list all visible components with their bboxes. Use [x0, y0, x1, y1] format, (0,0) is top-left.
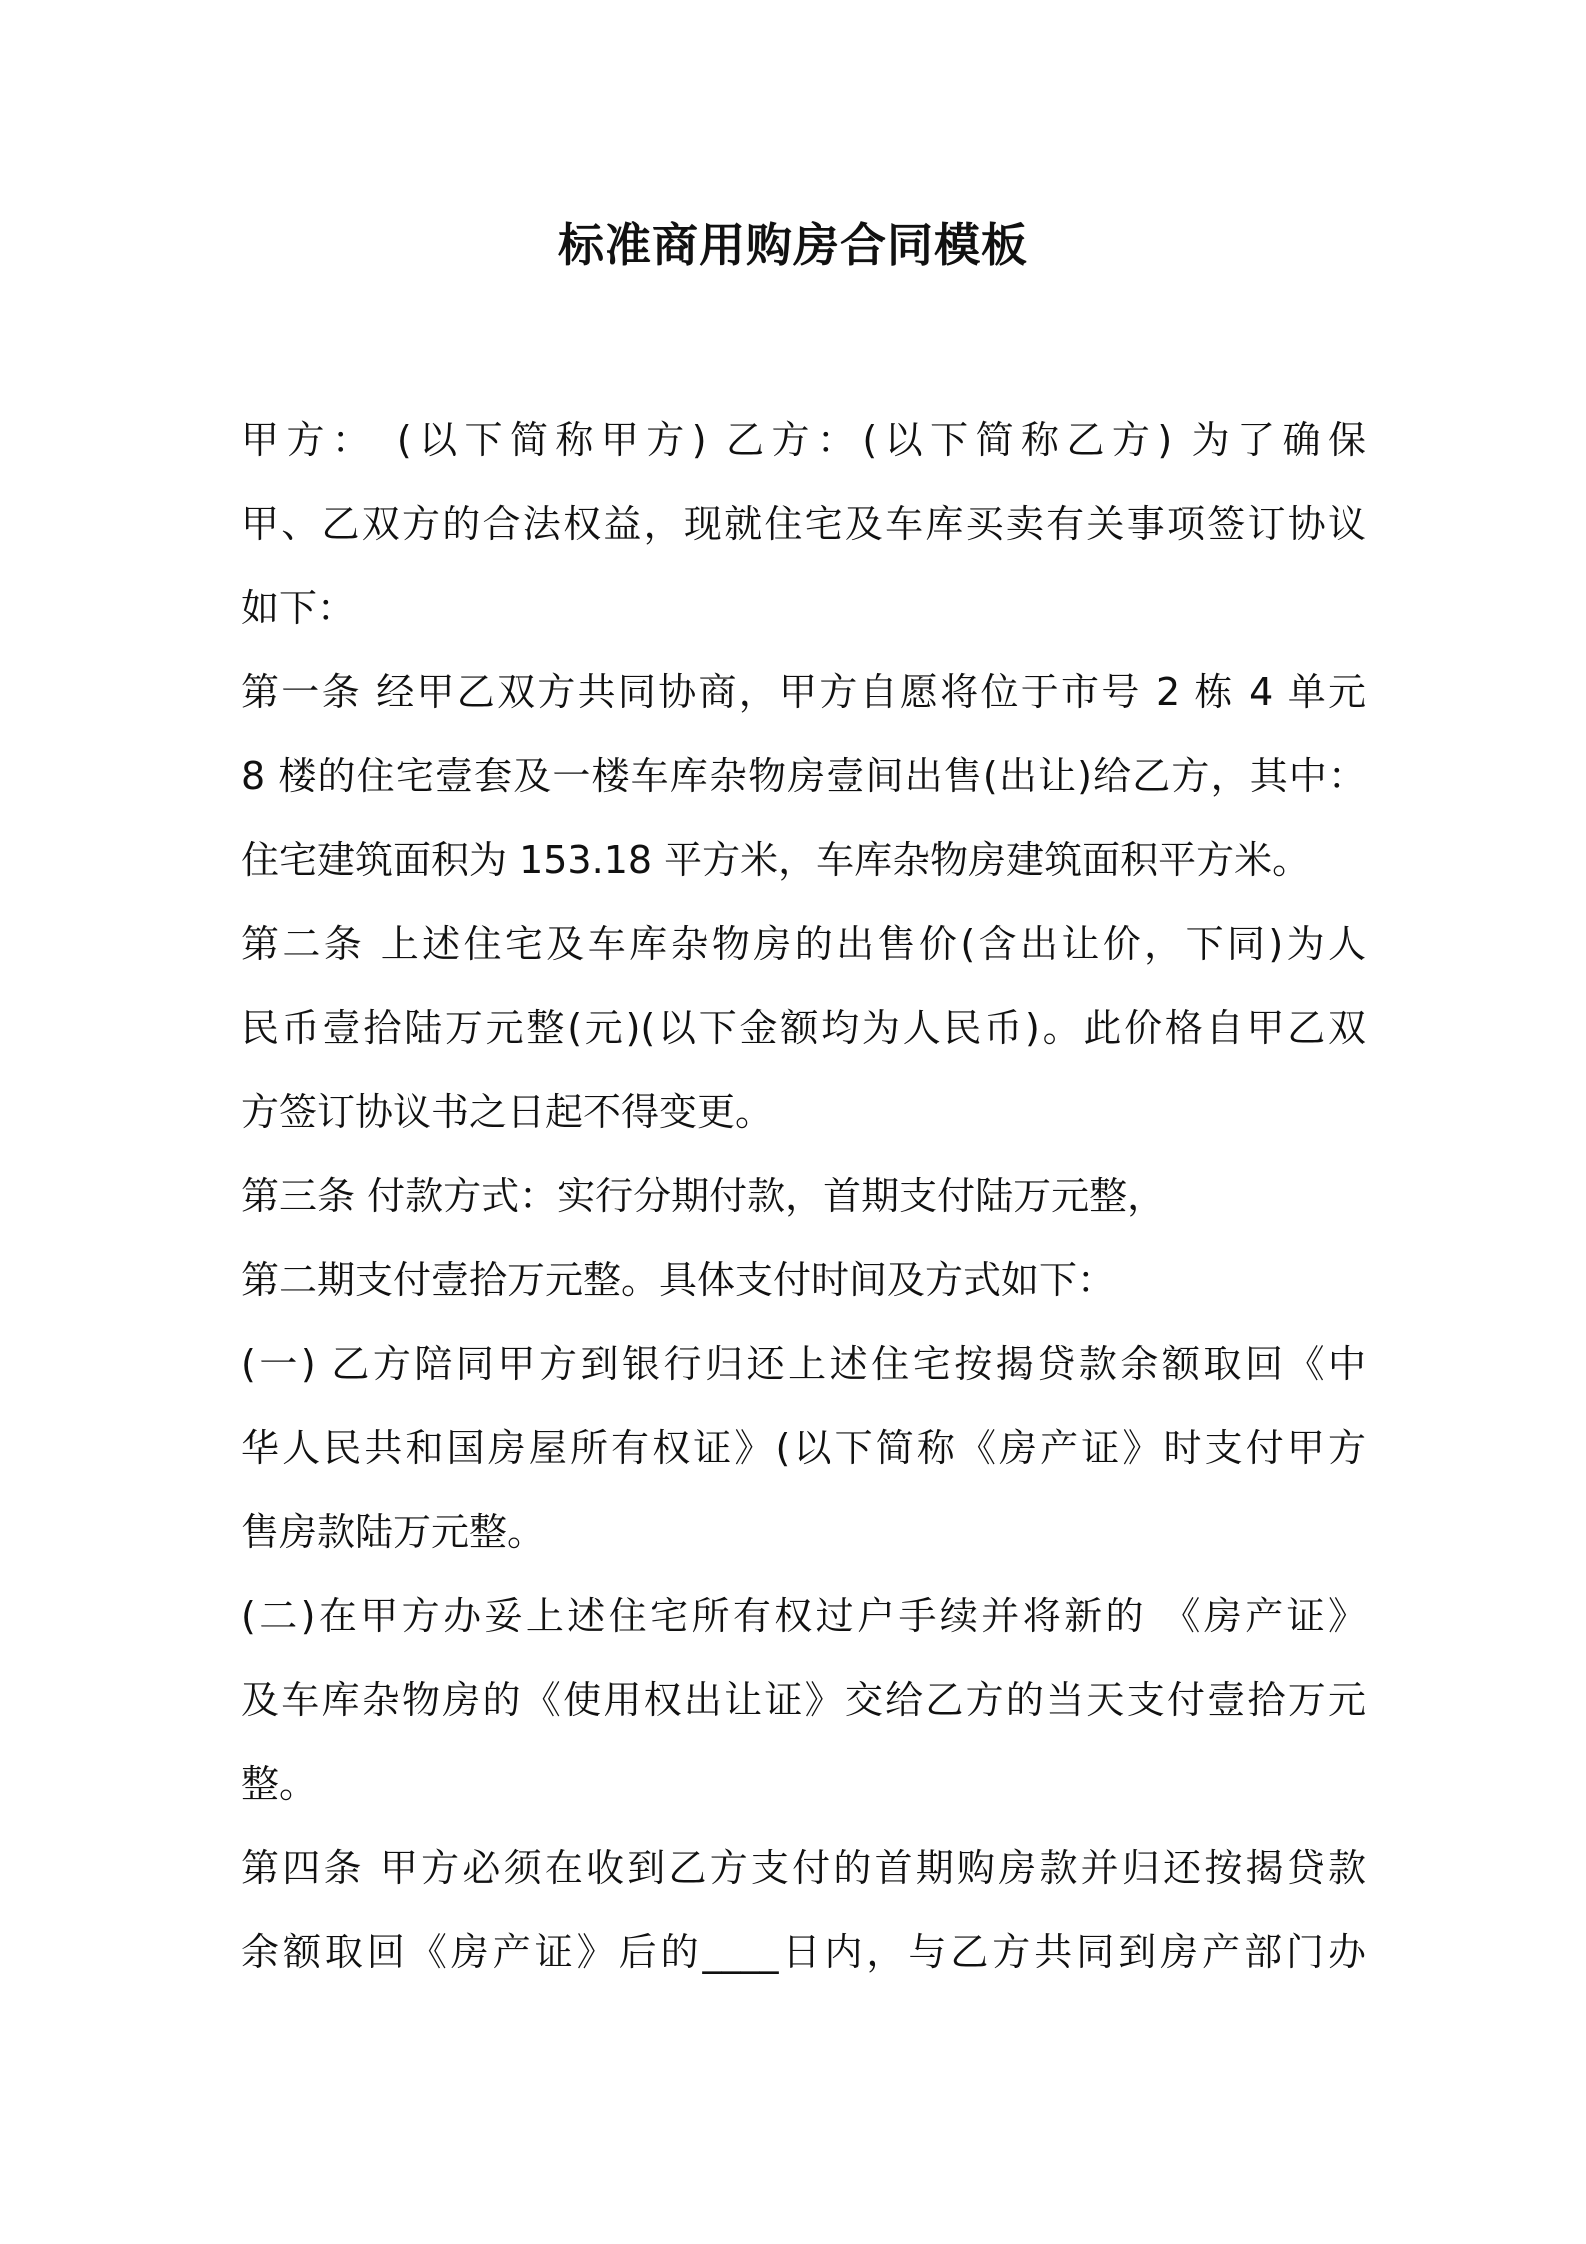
text-line: 华人民共和国房屋所有权证》(以下简称《房产证》时支付甲方 [241, 1426, 1366, 1470]
text-line: 余额取回《房产证》后的____日内，与乙方共同到房产部门办 [241, 1930, 1366, 1974]
text-line: 如下： [241, 586, 356, 630]
text-line: 甲、乙双方的合法权益，现就住宅及车库买卖有关事项签订协议 [241, 502, 1366, 546]
text-line: 整。 [241, 1762, 318, 1806]
text-line: (一) 乙方陪同甲方到银行归还上述住宅按揭贷款余额取回《中 [241, 1342, 1366, 1386]
document-title: 标准商用购房合同模板 [558, 218, 1028, 272]
text-line: 售房款陆万元整。 [241, 1510, 546, 1554]
text-line: 第一条 经甲乙双方共同协商，甲方自愿将位于市号 2 栋 4 单元 [241, 670, 1366, 714]
text-line: 第三条 付款方式：实行分期付款，首期支付陆万元整， [241, 1174, 1166, 1218]
text-line: 民币壹拾陆万元整(元)(以下金额均为人民币)。此价格自甲乙双 [241, 1006, 1366, 1050]
document-body [241, 398, 1366, 1994]
text-line: 第二期支付壹拾万元整。具体支付时间及方式如下： [241, 1258, 1116, 1302]
text-line: (二)在甲方办妥上述住宅所有权过户手续并将新的 《房产证》 [241, 1594, 1366, 1638]
text-line: 第二条 上述住宅及车库杂物房的出售价(含出让价，下同)为人 [241, 922, 1366, 966]
text-line: 及车库杂物房的《使用权出让证》交给乙方的当天支付壹拾万元 [241, 1678, 1366, 1722]
text-line: 甲方： (以下简称甲方) 乙方：(以下简称乙方) 为了确保 [241, 418, 1366, 462]
text-line: 第四条 甲方必须在收到乙方支付的首期购房款并归还按揭贷款 [241, 1846, 1366, 1890]
text-line: 8 楼的住宅壹套及一楼车库杂物房壹间出售(出让)给乙方，其中： [241, 754, 1366, 798]
text-line: 方签订协议书之日起不得变更。 [241, 1090, 774, 1134]
text-line: 住宅建筑面积为 153.18 平方米，车库杂物房建筑面积平方米。 [241, 838, 1311, 882]
